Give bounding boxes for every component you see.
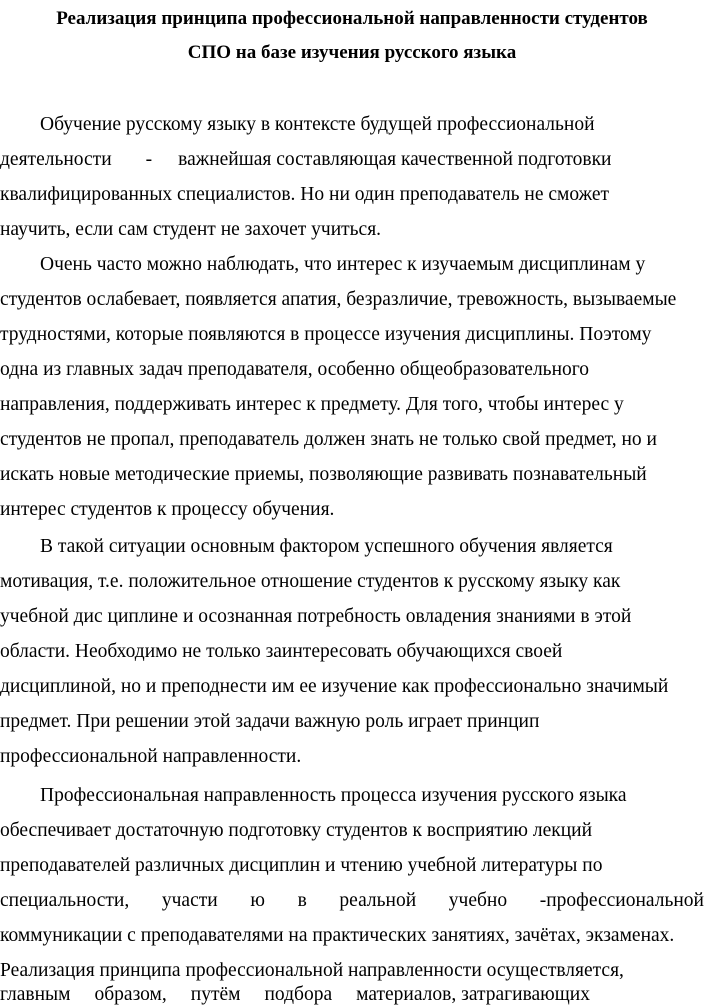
paragraph-line: мотивация, т.е. положительное отношение студентов к русскому языку как: [0, 571, 621, 592]
paragraph-line: одна из главных задач преподавателя, особенно общеобразовательного: [0, 359, 590, 380]
paragraph-line: Профессиональная направленность процесса изучения русского языка: [40, 785, 627, 806]
paragraph-line: студентов не пропал, преподаватель должен знать не только свой предмет, но и: [0, 429, 657, 450]
paragraph-line: В такой ситуации основным фактором успешного обучения является: [40, 536, 613, 557]
paragraph-line-justified: [0, 984, 590, 1006]
paragraph-line: интерес студентов к процессу обучения.: [0, 499, 335, 520]
paragraph-line: коммуникации с преподавателями на практических занятиях, зачётах, экзаменах.: [0, 925, 675, 946]
paragraph-line: трудностями, которые появляются в процессе изучения дисциплины. Поэтому: [0, 324, 652, 345]
document-title-line-1: Реализация принципа профессиональной направленности студентов: [56, 8, 648, 29]
paragraph-line: Реализация принципа профессиональной направленности осуществляется,: [0, 960, 624, 981]
word: важнейшая составляющая качественной подготовки: [178, 149, 612, 170]
paragraph-line: [0, 149, 640, 171]
paragraph-line: квалифицированных специалистов. Но ни один преподаватель не сможет: [0, 184, 610, 205]
word: -профессиональной: [539, 890, 704, 911]
paragraph-line-justified: [0, 890, 704, 912]
word: главным: [0, 984, 71, 1005]
paragraph-line: Обучение русскому языку в контексте будущей профессиональной: [40, 114, 595, 135]
paragraph-line: дисциплиной, но и преподнести им ее изучение как профессионально значимый: [0, 676, 669, 697]
word: -: [145, 149, 153, 170]
word: деятельности: [0, 149, 112, 170]
document-title-line-2: СПО на базе изучения русского языка: [187, 42, 517, 63]
word: специальности,: [0, 890, 130, 911]
paragraph-line: преподавателей различных дисциплин и чтению учебной литературы по: [0, 855, 603, 876]
paragraph-line: области. Необходимо не только заинтересовать обучающихся своей: [0, 641, 563, 662]
paragraph-line: искать новые методические приемы, позволяющие развивать познавательный: [0, 464, 647, 485]
paragraph-line: обеспечивает достаточную подготовку студентов к восприятию лекций: [0, 820, 592, 841]
paragraph-line: направления, поддерживать интерес к предмету. Для того, чтобы интерес у: [0, 394, 624, 415]
word: учебно: [448, 890, 508, 911]
word: в: [297, 890, 307, 911]
paragraph-line: Очень часто можно наблюдать, что интерес к изучаемым дисциплинам у: [40, 254, 646, 275]
paragraph-line: студентов ослабевает, появляется апатия, безразличие, тревожность, вызываемые: [0, 289, 677, 310]
paragraph-line: учебной дис циплине и осознанная потребность овладения знаниями в этой: [0, 606, 632, 627]
paragraph-line: профессиональной направленности.: [0, 746, 302, 767]
word: реальной: [339, 890, 417, 911]
word: ю: [250, 890, 265, 911]
word: подбора: [264, 984, 333, 1005]
word: участи: [161, 890, 218, 911]
word: образом,: [94, 984, 167, 1005]
word: путём: [190, 984, 241, 1005]
word: материалов, затрагивающих: [356, 984, 590, 1005]
paragraph-line: научить, если сам студент не захочет учиться.: [0, 219, 382, 240]
paragraph-line: предмет. При решении этой задачи важную роль играет принцип: [0, 711, 540, 732]
